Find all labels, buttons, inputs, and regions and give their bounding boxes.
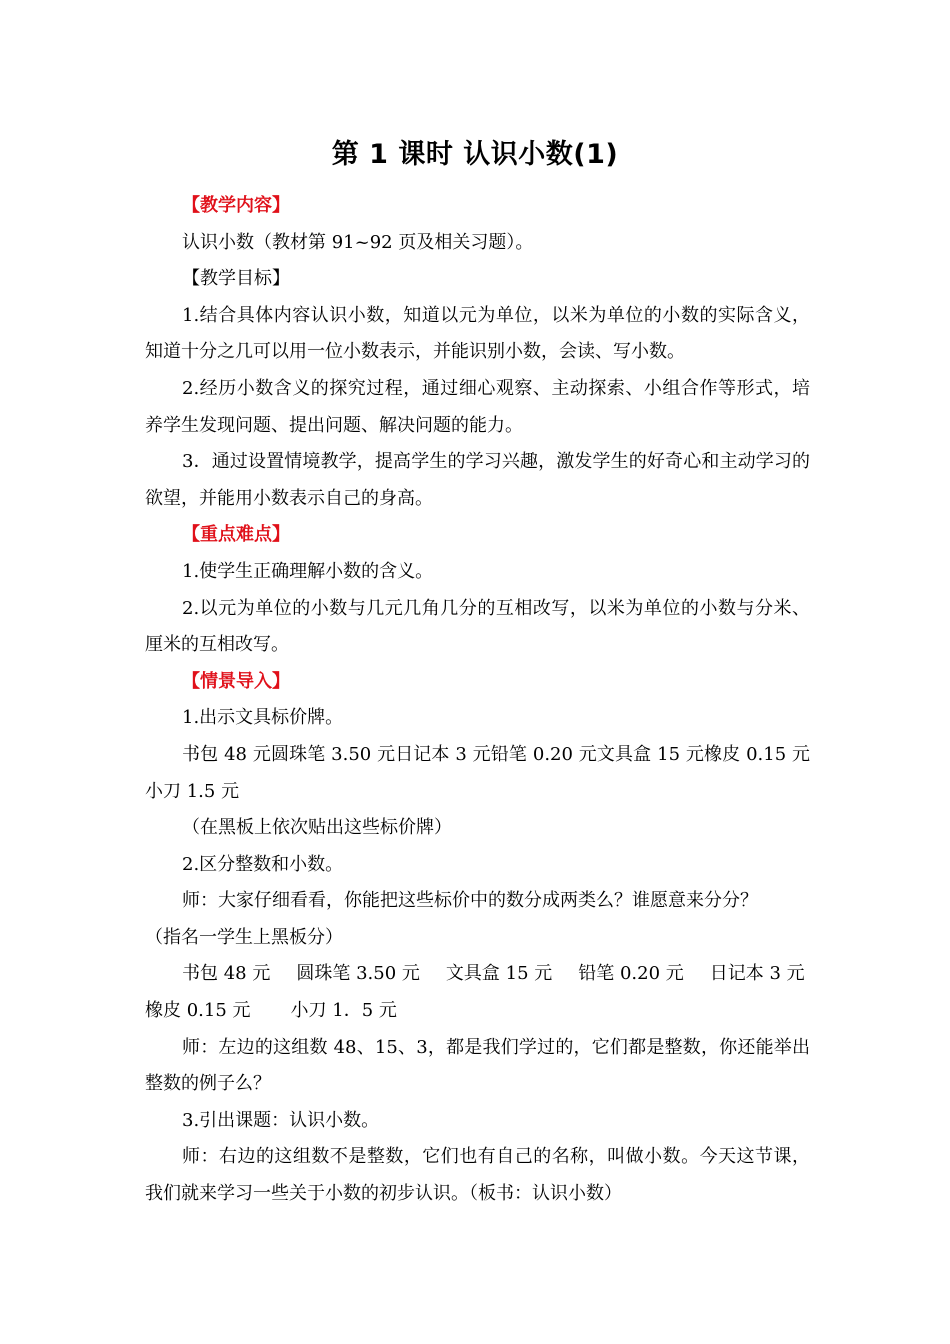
intro-item-1: 1.出示文具标价牌。 — [182, 707, 344, 729]
key-heading: 【重点难点】 — [182, 524, 290, 546]
content-heading: 【教学内容】 — [182, 195, 290, 216]
price-item: 小刀 1．5 元 — [290, 1000, 397, 1022]
intro-item-2: 2.区分整数和小数。 — [182, 853, 344, 875]
intro-note: （在黑板上依次贴出这些标价牌） — [182, 817, 452, 839]
content-text: 认识小数（教材第 91~92 页及相关习题）。 — [182, 231, 534, 253]
goal-item-3: 3．通过设置情境教学，提高学生的学习兴趣，激发学生的好奇心和主动学习的欲望，并能用小数表示自己的身高。 — [145, 451, 810, 509]
goals-heading: 【教学目标】 — [182, 268, 290, 290]
intro-item-3: 3.引出课题：认识小数。 — [182, 1109, 380, 1131]
price-item: 文具盒 15 元 — [445, 963, 553, 985]
key-item-2: 2.以元为单位的小数与几元几角几分的互相改写，以米为单位的小数与分米、厘米的互相改写。 — [145, 597, 810, 656]
teacher-line-2: 师：左边的这组数 48、15、3，都是我们学过的，它们都是整数，你还能举出整数的例子么？ — [145, 1036, 810, 1095]
key-item-1: 1.使学生正确理解小数的含义。 — [182, 560, 434, 582]
intro-prices: 书包 48 元圆珠笔 3.50 元日记本 3 元铅笔 0.20 元文具盒 15 元橡皮 0.15 元小刀 1.5 元 — [145, 743, 810, 802]
price-item: 日记本 3 元 — [709, 963, 805, 985]
teacher-line-3: 师：右边的这组数不是整数，它们也有自己的名称，叫做小数。今天这节课，我们就来学习一些关于小数的初步认识。（板书：认识小数） — [145, 1146, 810, 1205]
goal-item-2: 2.经历小数含义的探究过程，通过细心观察、主动探索、小组合作等形式，培养学生发现问题、提出问题、解决问题的能力。 — [145, 377, 810, 436]
goal-item-1: 1.结合具体内容认识小数，知道以元为单位，以米为单位的小数的实际含义，知道十分之几可以用一位小数表示，并能识别小数，会读、写小数。 — [145, 304, 810, 363]
sorted-price-list — [145, 956, 810, 1029]
price-item: 铅笔 0.20 元 — [578, 963, 684, 985]
teacher-line-1-note: （指名一学生上黑板分） — [145, 926, 343, 948]
teacher-line-1: 师：大家仔细看看，你能把这些标价中的数分成两类么？谁愿意来分分？ — [182, 890, 758, 912]
page-title: 第 1 课时 认识小数(1) — [331, 139, 619, 170]
price-item: 圆珠笔 3.50 元 — [296, 963, 420, 985]
document-body — [145, 188, 810, 1213]
intro-heading: 【情景导入】 — [182, 670, 290, 692]
price-item: 书包 48 元 — [182, 963, 271, 985]
price-item: 橡皮 0.15 元 — [145, 1000, 251, 1022]
